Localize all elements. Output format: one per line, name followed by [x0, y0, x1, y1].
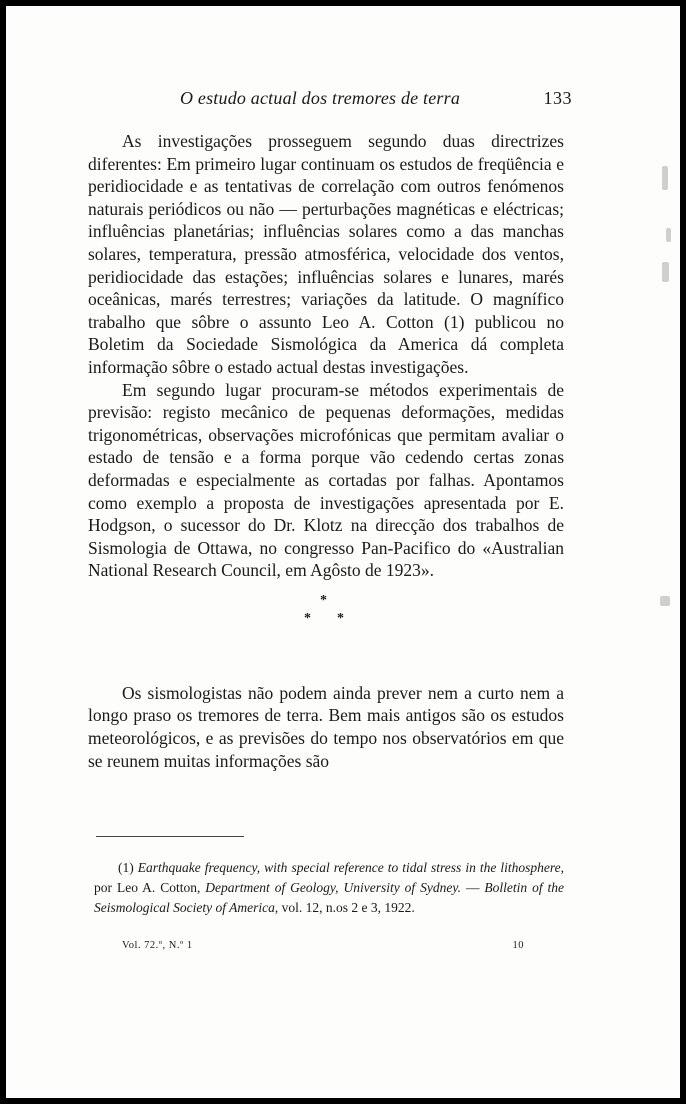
paragraph-2: Em segundo lugar procuram-se métodos experimentais de previsão: registo mecânico de pequenas deformações, medidas trigonométricas, observações microfónicas que permitam avaliar o estado de tensão e a forma porque vão cedendo certas zonas deformadas e especialmente as cortadas por falhas. Apontamos como exemplo a proposta de investigações apresentada por E. Hodgson, o sucessor do Dr. Klotz na direcção dos trabalhos de Sismologia de Ottawa, no congresso Pan-Pacifico do «Australian National Research Council, em Agôsto de 1923». — [88, 379, 564, 581]
gathering-number: 10 — [512, 940, 524, 951]
asterism-separator — [88, 586, 564, 634]
page-number: 133 — [543, 88, 572, 108]
footnote — [94, 858, 564, 918]
paragraph-3: Os sismologistas não podem ainda prever nem a curto nem a longo praso os tremores de terra. Bem mais antigos são os estudos meteorológicos, e as previsões do tempo nos observatórios em que se reunem muitas informações são — [88, 682, 564, 771]
footnote-title: Earthquake frequency, with special reference to tidal stress in the lithosphere, — [137, 860, 564, 875]
edge-mark — [666, 228, 671, 242]
footnote-journal: Bolletin of the Seismological Society of America, — [94, 880, 565, 915]
running-header — [88, 88, 572, 114]
edge-marks — [656, 166, 676, 766]
footnote-dash: — — [465, 880, 480, 895]
main-text — [88, 130, 564, 772]
book-page — [6, 6, 680, 1098]
edge-mark — [662, 166, 668, 190]
footnote-author: Leo A. Cotton, — [116, 880, 201, 895]
asterisk-left: * — [304, 610, 311, 626]
footnote-rule — [96, 836, 244, 837]
footnote-affiliation: Department of Geology, University of Sydney. — [205, 880, 461, 895]
edge-mark — [662, 262, 669, 282]
volume-signature: Vol. 72.º, N.º 1 — [122, 940, 193, 951]
edge-mark — [660, 596, 670, 606]
asterisk-right: * — [337, 610, 344, 626]
running-title: O estudo actual dos tremores de terra — [180, 88, 461, 108]
asterisk-top: * — [320, 592, 327, 608]
paragraph-1: As investigações prosseguem segundo duas directrizes diferentes: Em primeiro lugar continuam os estudos de freqüência e peridiocidade e as tentativas de correlação com outros fenómenos naturais periódicos ou não — perturbações magnéticas e eléctricas; influências planetárias; influências solares como a das manchas solares, temperatura, pressão atmosférica, velocidade dos ventos, peridiocidade das estações; influências solares e lunares, marés oceânicas, marés terrestres; variações da latitude. O magnífico trabalho que sôbre o assunto Leo A. Cotton (1) publicou no Boletim da Sociedade Sismológica da America dá completa informação sôbre o estado actual destas investigações. — [88, 131, 564, 377]
footnote-details: vol. 12, n.os 2 e 3, 1922. — [281, 900, 415, 915]
footnote-by: por — [94, 880, 112, 895]
signature-line — [122, 940, 564, 958]
footnote-marker: (1) — [118, 860, 134, 875]
